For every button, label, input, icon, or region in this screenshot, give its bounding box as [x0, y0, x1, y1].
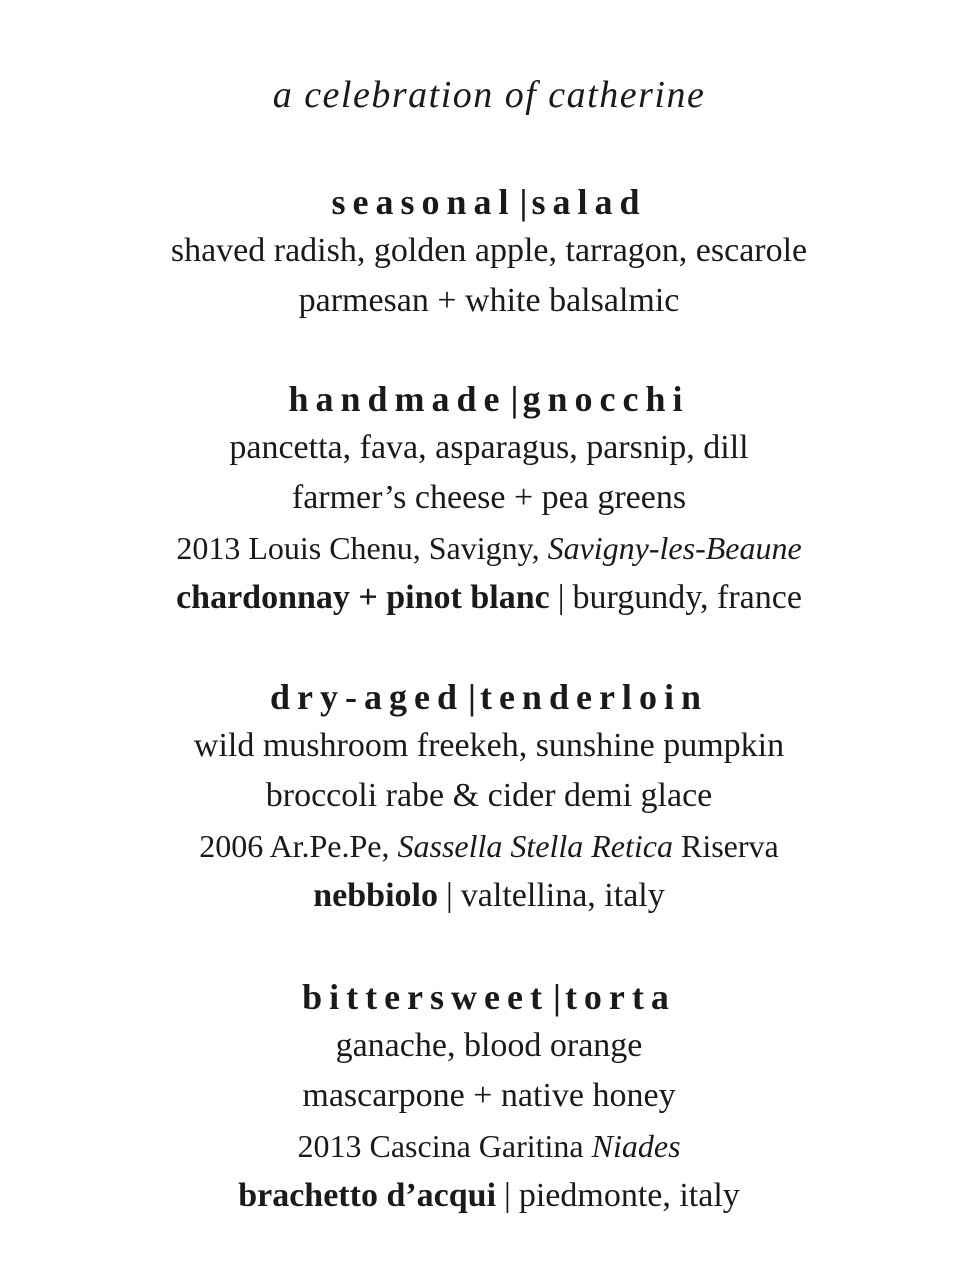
wine-region: piedmonte, italy	[518, 1177, 740, 1214]
wine-region: valtellina, italy	[460, 877, 665, 914]
course-heading	[0, 973, 978, 1021]
heading-right: torta	[564, 977, 676, 1017]
wine-prefix: 2013 Cascina Garitina	[297, 1128, 592, 1164]
wine-prefix: 2006 Ar.Pe.Pe,	[199, 828, 398, 864]
heading-left: handmade	[288, 379, 507, 419]
grape-varietal: nebbiolo	[313, 877, 438, 914]
pairing-separator: |	[557, 579, 565, 616]
course-gnocchi	[0, 375, 978, 623]
course-heading	[0, 673, 978, 721]
heading-separator: |	[468, 677, 476, 717]
dish-description: mascarpone + native honey	[302, 1077, 676, 1114]
wine-name	[0, 821, 978, 871]
course-tenderloin	[0, 673, 978, 921]
wine-region: burgundy, france	[572, 579, 802, 616]
pairing-separator: |	[445, 877, 453, 914]
course-salad	[0, 178, 978, 326]
wine-italic: Sassella Stella Retica	[397, 828, 673, 864]
heading-right: gnocchi	[522, 379, 690, 419]
heading-separator: |	[553, 977, 561, 1017]
wine-italic: Niades	[591, 1128, 681, 1164]
dish-description: farmer’s cheese + pea greens	[291, 479, 687, 516]
heading-right: tenderloin	[479, 677, 708, 717]
heading-left: dry-aged	[270, 677, 465, 717]
dish-description: broccoli rabe & cider demi glace	[265, 777, 713, 814]
dish-description: parmesan + white balsalmic	[298, 282, 680, 319]
heading-separator: |	[519, 182, 528, 222]
heading-left: bittersweet	[302, 977, 549, 1017]
heading-left: seasonal	[331, 182, 516, 222]
grape-varietal: brachetto d’acqui	[238, 1177, 497, 1214]
menu-title: a celebration of catherine	[272, 74, 706, 116]
dish-description: wild mushroom freekeh, sunshine pumpkin	[193, 727, 785, 764]
dish-description: pancetta, fava, asparagus, parsnip, dill	[229, 429, 749, 466]
heading-right: salad	[531, 182, 647, 222]
pairing-separator: |	[504, 1177, 511, 1214]
dish-description: shaved radish, golden apple, tarragon, escarole	[170, 232, 808, 269]
dish-description: ganache, blood orange	[335, 1027, 643, 1064]
wine-pairing	[0, 573, 978, 623]
wine-suffix: Riserva	[672, 828, 779, 864]
course-heading	[0, 375, 978, 423]
wine-pairing	[0, 871, 978, 921]
wine-prefix: 2013 Louis Chenu, Savigny,	[176, 530, 548, 566]
grape-varietal: chardonnay + pinot blanc	[176, 579, 550, 616]
wine-italic: Savigny-les-Beaune	[547, 530, 802, 566]
wine-pairing	[0, 1171, 978, 1221]
wine-name	[0, 523, 978, 573]
heading-separator: |	[510, 379, 519, 419]
course-heading	[0, 178, 978, 226]
course-torta	[0, 973, 978, 1221]
wine-name	[0, 1121, 978, 1171]
